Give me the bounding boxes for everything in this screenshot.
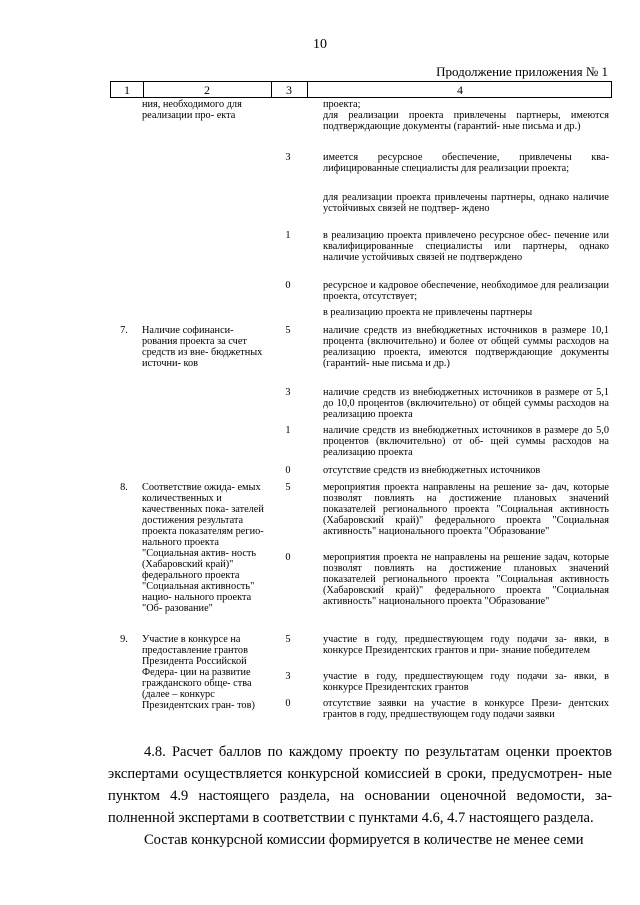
header-col-1: 1: [124, 83, 130, 97]
criterion-text: Соответствие ожида- емых количественных и качественных пока- зателей достижения результата проекта показателям регио- нального проекта "Социальная актив- ность (Хабаровский край)" федерального проекта "Социальная активность" нацио- нального проекта "Об- разование": [142, 482, 264, 614]
paragraph: Состав конкурсной комиссии формируется в количестве не менее семи: [144, 832, 584, 848]
description-text: мероприятия проекта не направлены на решение задач, которые позволят повлиять на достижение плановых значений показателей регионального проекта "Социальная активность (Хабаровский край)" федерального проекта "Социальная активность" национального проекта "Образование": [323, 552, 609, 607]
description-text: проекта;: [323, 99, 361, 110]
header-col-3: 3: [286, 83, 292, 97]
description-text: наличие средств из внебюджетных источников в размере от 5,1 до 10,0 процентов (включительно) от общей суммы расходов на реализацию проекта: [323, 387, 609, 420]
table-row: [110, 552, 612, 634]
description-text: наличие средств из внебюджетных источников в размере до 5,0 процентов (включительно) от об- щей суммы расходов на реализацию проекта: [323, 425, 609, 458]
description-text: для реализации проекта привлечены партнеры, однако наличие устойчивых связей не подтвер- ждено: [323, 192, 609, 214]
row-number: 8.: [120, 482, 128, 493]
table-row: [110, 307, 612, 325]
continuation-label: Продолжение приложения № 1: [436, 64, 608, 79]
description-text: мероприятия проекта направлены на решение за- дач, которые позволят повлиять на достижение плановых значений показателей регионального проекта "Социальная активность (Хабаровский край)" федерального проекта "Социальная активность" национального проекта "Образование": [323, 482, 609, 537]
description-text: в реализацию проекта привлечено ресурсное обес- печение или квалифицированные специалисты или партнеры, однако наличие устойчивых связей не подтверждено: [323, 230, 609, 263]
score-value: 1: [285, 230, 291, 241]
evaluation-table: [110, 81, 612, 728]
table-row: [110, 465, 612, 482]
table-row: [110, 230, 612, 280]
score-value: 1: [285, 425, 291, 436]
score-value: 0: [285, 698, 291, 709]
header-col-4: 4: [457, 83, 463, 97]
score-value: 3: [285, 387, 291, 398]
criterion-text: ния, необходимого для реализации про- екта: [142, 99, 242, 121]
table-row: [110, 325, 612, 387]
row-number: 9.: [120, 634, 128, 645]
score-value: 5: [285, 634, 291, 645]
score-value: 3: [285, 152, 291, 163]
score-value: 0: [285, 465, 291, 476]
criterion-text: Наличие софинанси- рования проекта за счет средств из вне- бюджетных источни- ков: [142, 325, 263, 369]
table-row: [110, 152, 612, 192]
description-text: участие в году, предшествующем году подачи за- явки, в конкурсе Президентских грантов: [323, 671, 609, 693]
description-text: ресурсное и кадровое обеспечение, необходимое для реализации проекта, отсутствует;: [323, 280, 609, 302]
score-value: 0: [285, 552, 291, 563]
table-header: [110, 81, 612, 98]
table-row: [110, 280, 612, 307]
description-text: имеется ресурсное обеспечение, привлечены ква- лифицированные специалисты для реализации проекта;: [323, 152, 609, 174]
page-number: 10: [313, 37, 327, 52]
row-number: 7.: [120, 325, 128, 336]
description-text: наличие средств из внебюджетных источников в размере 10,1 процента (включительно) и более от общей суммы расходов на реализацию проекта, имеются подтверждающие документы (гарантий- ные письма и др.): [323, 325, 609, 369]
description-text: участие в году, предшествующем году подачи за- явки, в конкурсе Президентских грантов и при- знание победителем: [323, 634, 609, 656]
paragraph: 4.8. Расчет баллов по каждому проекту по результатам оценки проектов экспертами осуществляется конкурсной комиссией в сроки, предусмотрен- ные пунктом 4.9 настоящего раздела, на основании оценочной ведомости, за- полненной экспертами в соответствии с пунктами 4.6, 4.7 настоящего раздела.: [108, 744, 612, 826]
table-row: [110, 671, 612, 698]
header-col-2: 2: [204, 83, 210, 97]
description-text: для реализации проекта привлечены партнеры, имеются подтверждающие документы (гарантий- ные письма и др.): [323, 110, 609, 132]
criterion-text: Участие в конкурсе на предоставление грантов Президента Российской Федера- ции на развитие гражданского обще- ства (далее – конкурс Президентских гран- тов): [142, 634, 255, 711]
table-row: [110, 425, 612, 465]
score-value: 3: [285, 671, 291, 682]
description-text: отсутствие средств из внебюджетных источников: [323, 465, 541, 476]
body-text: [108, 741, 612, 851]
score-value: 5: [285, 482, 291, 493]
score-value: 5: [285, 325, 291, 336]
table-row: [110, 387, 612, 425]
score-value: 0: [285, 280, 291, 291]
description-text: отсутствие заявки на участие в конкурсе Прези- дентских грантов в году, предшествующем году подачи заявки: [323, 698, 609, 720]
description-text: в реализацию проекта не привлечены партнеры: [323, 307, 533, 318]
table-row: [110, 192, 612, 230]
table-row: [110, 698, 612, 728]
